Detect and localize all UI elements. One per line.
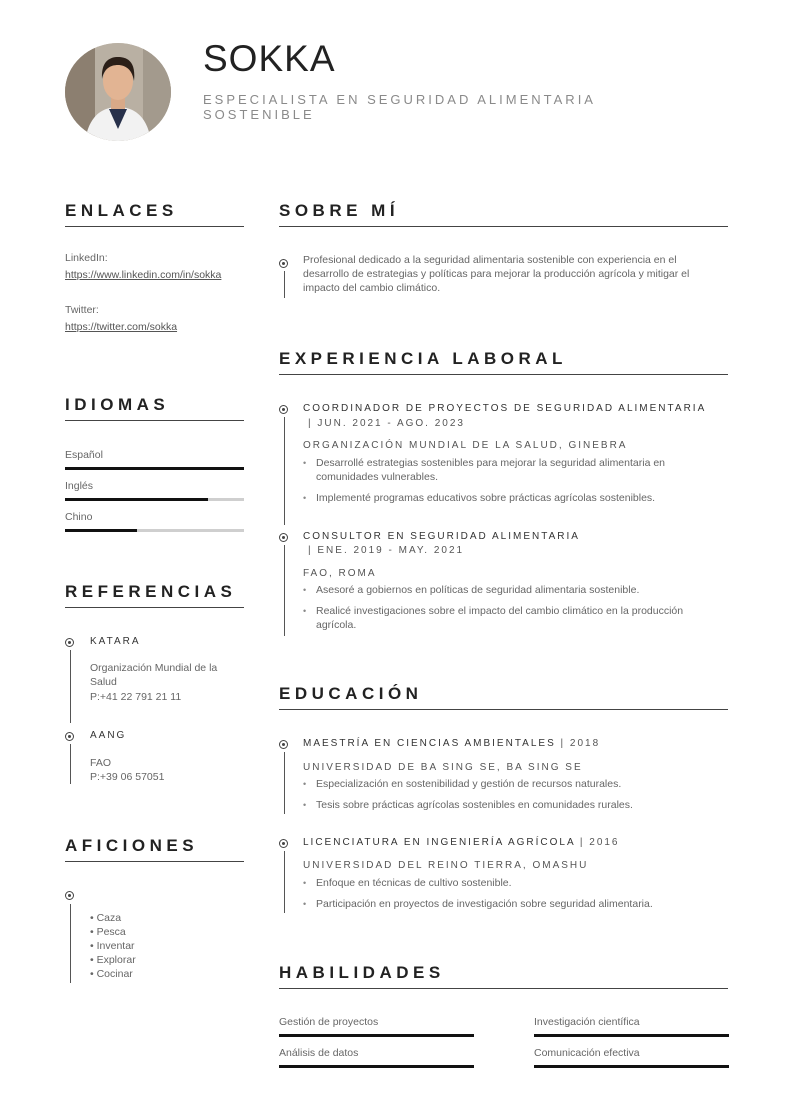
references-section [65,582,244,608]
degree-year: | 2016 [579,837,620,848]
timeline-dot-icon [279,259,288,268]
linkedin-label: LinkedIn: [65,252,108,264]
timeline-dot-icon [65,638,74,647]
job-bullet: • Asesoré a gobiernos en políticas de seguridad alimentaria sostenible. [303,583,713,597]
language-bar [65,467,244,470]
skill-bar [279,1034,474,1037]
degree-row [303,738,600,749]
job-role: COORDINADOR DE PROYECTOS DE SEGURIDAD ALIMENTARIA [303,403,707,414]
language-bar [65,529,244,532]
candidate-title: ESPECIALISTA EN SEGURIDAD ALIMENTARIA SOSTENIBLE [203,92,596,122]
job-role: CONSULTOR EN SEGURIDAD ALIMENTARIA [303,531,580,542]
job-dates: | JUN. 2021 - AGO. 2023 [308,418,465,429]
links-section [65,201,244,335]
about-heading: SOBRE MÍ [279,201,728,227]
reference-phone: P:+41 22 791 21 11 [90,691,182,703]
hobbies-list [90,911,136,981]
timeline-dot-icon [279,405,288,414]
skill-bar [534,1065,729,1068]
timeline-line [70,904,71,983]
education-heading: EDUCACIÓN [279,684,728,710]
hobbies-heading: AFICIONES [65,836,244,862]
language-bar-fill [65,529,137,532]
profile-photo [65,43,171,141]
degree-bullet: • Enfoque en técnicas de cultivo sostenible. [303,876,723,890]
skill-item [279,1047,474,1068]
education-section [279,684,728,710]
timeline-dot-icon [279,740,288,749]
hobby-item: • Caza [90,912,122,924]
language-item [65,449,244,470]
language-label: Chino [65,511,93,523]
skills-heading: HABILIDADES [279,963,728,989]
references-heading: REFERENCIAS [65,582,244,608]
timeline-line [284,417,285,525]
linkedin-link[interactable]: https://www.linkedin.com/in/sokka [65,269,222,281]
timeline-dot-icon [279,533,288,542]
reference-org: Organización Mundial de la Salud [90,662,218,688]
skill-item [534,1016,729,1037]
reference-org: FAO [90,757,112,769]
skill-bar [534,1034,729,1037]
skill-item [534,1047,729,1068]
experience-section [279,349,728,375]
about-text: Profesional dedicado a la seguridad alimentaria sostenible con experiencia en el desarrollo de estrategias y políticas para mejorar la producción agrícola y mitigar el impacto del cambio climático. [303,254,690,294]
twitter-link[interactable]: https://twitter.com/sokka [65,321,178,333]
degree-title: LICENCIATURA EN INGENIERÍA AGRÍCOLA [303,837,576,848]
reference-name: KATARA [90,636,141,647]
job-dates: | ENE. 2019 - MAY. 2021 [308,545,465,556]
job-bullet: • Desarrollé estrategias sostenibles para mejorar la seguridad alimentaria en comunidades vulnerables. [303,456,723,484]
school-name: UNIVERSIDAD DEL REINO TIERRA, OMASHU [303,860,589,871]
school-name: UNIVERSIDAD DE BA SING SE, BA SING SE [303,762,583,773]
degree-bullets [303,876,723,918]
timeline-dot-icon [65,732,74,741]
timeline-line [284,271,285,298]
degree-year: | 2018 [560,738,601,749]
hobbies-section [65,836,244,862]
timeline-dot-icon [279,839,288,848]
reference-name: AANG [90,730,127,741]
skill-label: Comunicación efectiva [534,1047,640,1059]
skill-item [279,1016,474,1037]
degree-bullet: • Especialización en sostenibilidad y gestión de recursos naturales. [303,777,723,791]
candidate-name: SOKKA [203,38,336,79]
avatar-icon [65,43,171,141]
job-org: FAO, ROMA [303,568,377,579]
skill-label: Gestión de proyectos [279,1016,379,1028]
job-bullet: • Implementé programas educativos sobre prácticas agrícolas sostenibles. [303,491,723,505]
about-section [279,201,728,227]
hobby-item: • Pesca [90,926,126,938]
language-bar [65,498,244,501]
languages-heading: IDIOMAS [65,395,244,421]
timeline-line [70,744,71,784]
timeline-line [70,650,71,723]
languages-section [65,395,244,532]
links-heading: ENLACES [65,201,244,227]
job-bullets [303,583,713,639]
degree-bullet: • Tesis sobre prácticas agrícolas sostenibles en comunidades rurales. [303,798,723,812]
degree-bullet: • Participación en proyectos de investigación sobre seguridad alimentaria. [303,897,723,911]
language-item [65,511,244,532]
language-item [65,480,244,501]
experience-heading: EXPERIENCIA LABORAL [279,349,728,375]
skill-label: Investigación científica [534,1016,640,1028]
job-bullet: • Realicé investigaciones sobre el impacto del cambio climático en la producción agrícola. [303,604,713,632]
timeline-line [284,752,285,814]
degree-bullets [303,777,723,819]
skills-section [279,963,728,989]
hobby-item: • Inventar [90,940,135,952]
language-label: Español [65,449,103,461]
skill-bar [279,1065,474,1068]
timeline-line [284,545,285,636]
language-bar-fill [65,467,244,470]
hobby-item: • Cocinar [90,968,133,980]
job-org: ORGANIZACIÓN MUNDIAL DE LA SALUD, GINEBRA [303,440,628,451]
skill-label: Análisis de datos [279,1047,359,1059]
hobby-item: • Explorar [90,954,136,966]
language-label: Inglés [65,480,94,492]
timeline-line [284,851,285,913]
job-bullets [303,456,723,512]
reference-phone: P:+39 06 57051 [90,771,165,783]
degree-title: MAESTRÍA EN CIENCIAS AMBIENTALES [303,738,556,749]
degree-row [303,837,620,848]
timeline-dot-icon [65,891,74,900]
language-bar-fill [65,498,208,501]
twitter-label: Twitter: [65,304,99,316]
